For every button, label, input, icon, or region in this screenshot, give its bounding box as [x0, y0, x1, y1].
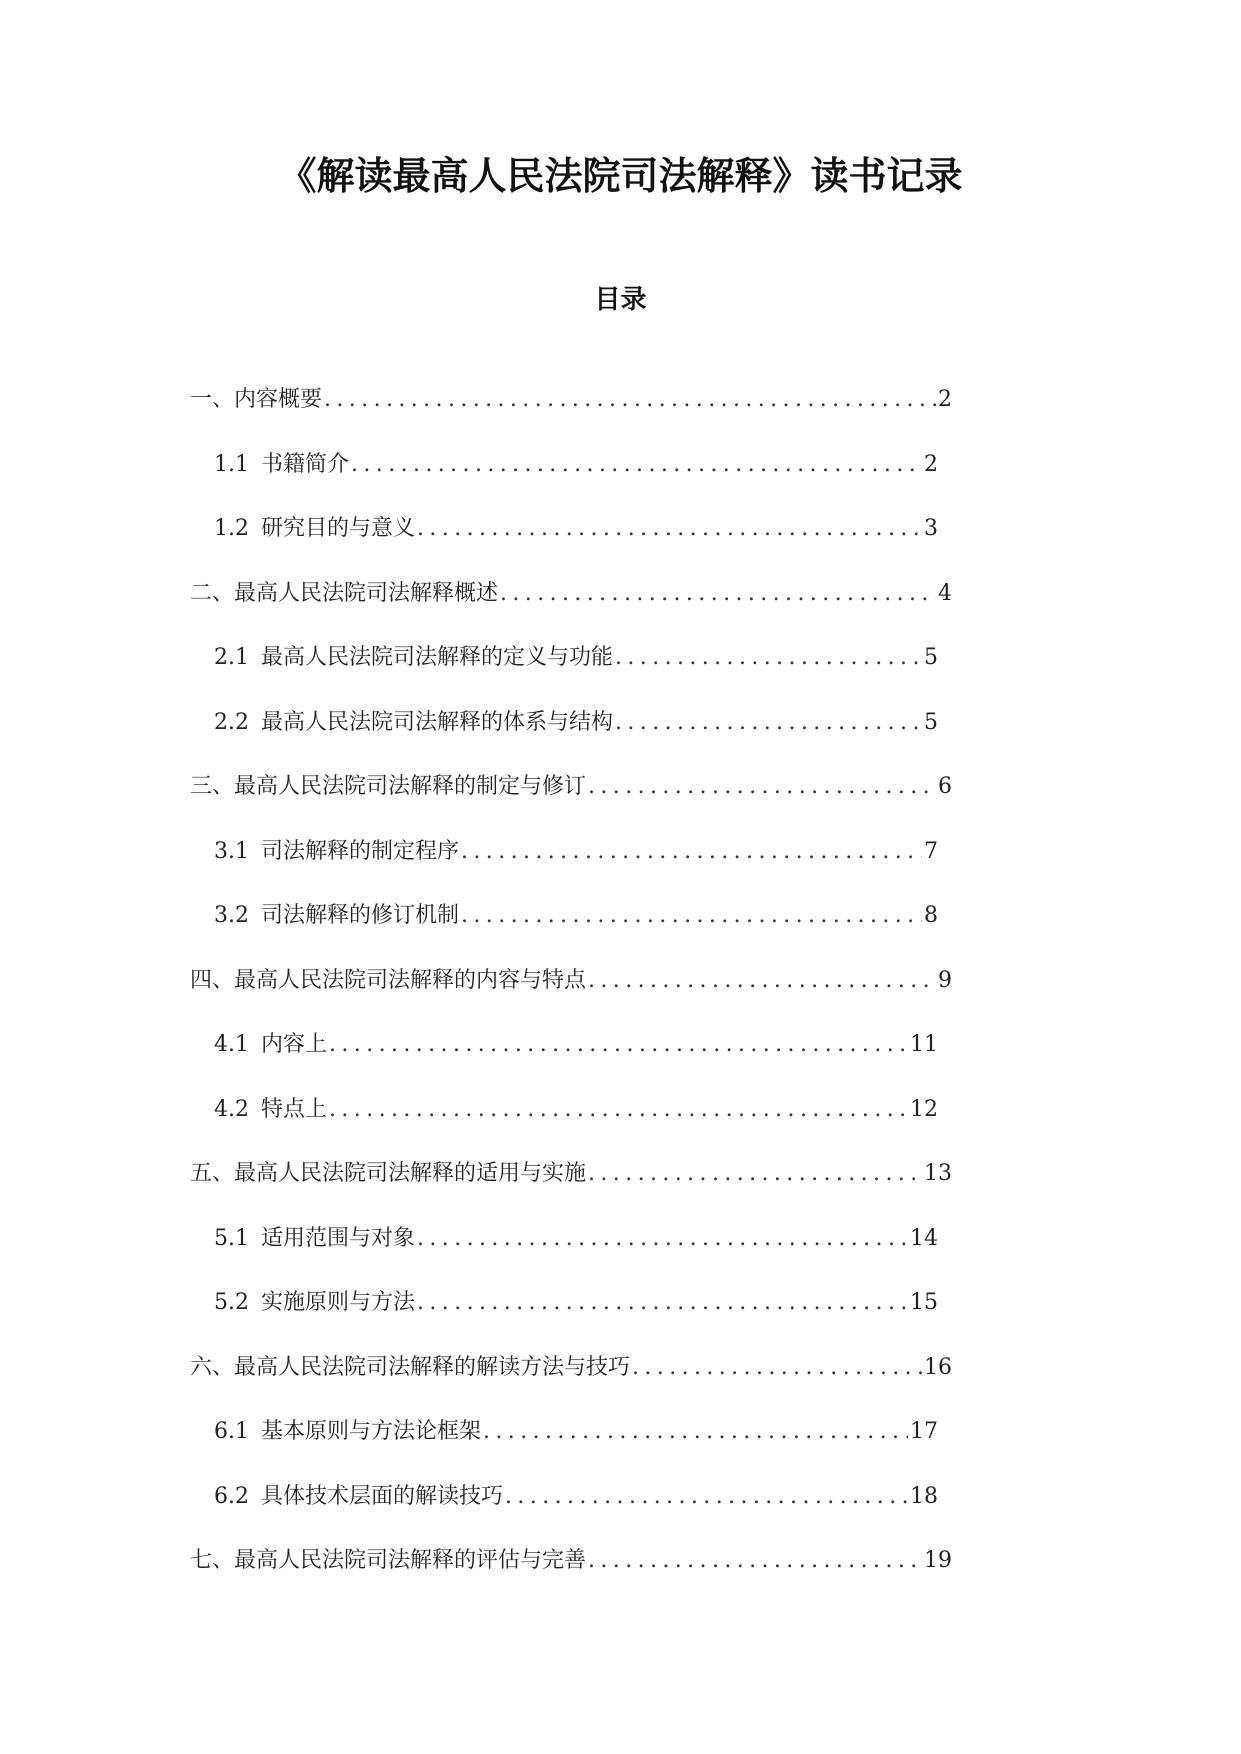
toc-dot-leader	[461, 832, 922, 872]
toc-page-number: 5	[924, 645, 938, 670]
toc-page-number: 13	[924, 1161, 952, 1186]
toc-section-link[interactable]	[214, 509, 938, 549]
toc-chapter-link[interactable]	[190, 574, 952, 614]
toc-dot-leader	[615, 703, 922, 743]
toc-chapter-link[interactable]	[190, 1154, 952, 1194]
toc-page-number: 2	[924, 451, 938, 477]
toc-dot-leader	[329, 1090, 908, 1130]
toc-section-link[interactable]	[214, 1090, 938, 1130]
toc-section-link[interactable]	[214, 1283, 938, 1323]
toc-entry-text: 特点上	[261, 1096, 328, 1122]
toc-entry-text: 适用范围与对象	[261, 1225, 416, 1251]
toc-page-number: 2	[938, 387, 952, 412]
toc-entry-number: 4.1	[214, 1032, 249, 1057]
toc-entry-number: 5.2	[214, 1290, 249, 1315]
toc-page-number: 15	[910, 1290, 938, 1315]
toc-page-number: 18	[910, 1483, 938, 1509]
toc-entry-number: 3.1	[214, 838, 249, 864]
toc-entry-text: 七、最高人民法院司法解释的评估与完善	[190, 1548, 587, 1573]
toc-entry-text: 书籍简介	[261, 451, 350, 477]
toc-entry-text: 最高人民法院司法解释的定义与功能	[261, 645, 614, 670]
toc-entry-number: 3.2	[214, 903, 249, 928]
toc-dot-leader	[588, 767, 936, 807]
toc-page-number: 12	[910, 1096, 938, 1122]
document-title: 《解读最高人民法院司法解释》读书记录	[278, 154, 963, 198]
toc-dot-leader	[615, 638, 922, 678]
toc-section-link[interactable]	[214, 1477, 938, 1517]
toc-page-number: 14	[910, 1225, 938, 1251]
toc-entry-number: 6.1	[214, 1419, 249, 1444]
toc-page-number: 7	[924, 838, 938, 864]
toc-entry-text: 三、最高人民法院司法解释的制定与修订	[190, 774, 587, 799]
toc-page-number: 8	[924, 903, 938, 928]
toc-dot-leader	[461, 896, 922, 936]
toc-section-link[interactable]	[214, 1219, 938, 1259]
toc-chapter-link[interactable]	[190, 1541, 952, 1581]
toc-dot-leader	[329, 1025, 908, 1065]
toc-dot-leader	[588, 1154, 922, 1194]
toc-chapter-link[interactable]	[190, 1348, 952, 1388]
toc-page-number: 19	[924, 1548, 952, 1573]
toc-entry-text: 六、最高人民法院司法解释的解读方法与技巧	[190, 1354, 631, 1380]
toc-entry-text: 司法解释的修订机制	[261, 903, 460, 928]
toc-entry-number: 4.2	[214, 1096, 249, 1122]
toc-entry-number: 1.1	[214, 451, 249, 477]
toc-entry-text: 司法解释的制定程序	[261, 838, 460, 864]
toc-chapter-link[interactable]	[190, 767, 952, 807]
toc-entry-number: 5.1	[214, 1225, 249, 1251]
toc-entry-number: 2.2	[214, 709, 249, 735]
toc-page-number: 4	[938, 580, 952, 606]
toc-entry-number: 1.2	[214, 516, 249, 541]
toc-dot-leader	[632, 1348, 922, 1388]
toc-chapter-link[interactable]	[190, 961, 952, 1001]
toc-dot-leader	[505, 1477, 908, 1517]
toc-chapter-link[interactable]	[190, 380, 952, 420]
toc-section-link[interactable]	[214, 896, 938, 936]
toc-page-number: 16	[924, 1354, 952, 1380]
toc-dot-leader	[417, 509, 922, 549]
toc-entry-text: 二、最高人民法院司法解释概述	[190, 580, 499, 606]
toc-entry-text: 具体技术层面的解读技巧	[261, 1483, 504, 1509]
toc-entry-number: 2.1	[214, 645, 249, 670]
toc-page-number: 9	[938, 967, 952, 993]
toc-page-number: 5	[924, 709, 938, 735]
toc-dot-leader	[483, 1412, 908, 1452]
toc-dot-leader	[417, 1283, 908, 1323]
toc-entry-text: 一、内容概要	[190, 387, 323, 412]
toc-page-number: 3	[924, 516, 938, 541]
toc-section-link[interactable]	[214, 832, 938, 872]
toc-heading: 目录	[594, 285, 647, 315]
toc-page-number: 11	[910, 1032, 938, 1057]
toc-section-link[interactable]	[214, 703, 938, 743]
toc-entry-text: 实施原则与方法	[261, 1290, 416, 1315]
toc-dot-leader	[588, 961, 936, 1001]
toc-dot-leader	[324, 380, 936, 420]
toc-entry-text: 五、最高人民法院司法解释的适用与实施	[190, 1161, 587, 1186]
toc-section-link[interactable]	[214, 445, 938, 485]
toc-entry-text: 基本原则与方法论框架	[261, 1419, 482, 1444]
toc-page-number: 6	[938, 774, 952, 799]
toc-dot-leader	[417, 1219, 908, 1259]
toc-entry-text: 最高人民法院司法解释的体系与结构	[261, 709, 614, 735]
toc-entry-text: 四、最高人民法院司法解释的内容与特点	[190, 967, 587, 993]
toc-section-link[interactable]	[214, 1025, 938, 1065]
toc-entry-number: 6.2	[214, 1483, 249, 1509]
toc-section-link[interactable]	[214, 1412, 938, 1452]
toc-entry-text: 研究目的与意义	[261, 516, 416, 541]
toc-entry-text: 内容上	[261, 1032, 328, 1057]
toc-page-number: 17	[910, 1419, 938, 1444]
toc-dot-leader	[500, 574, 936, 614]
toc-dot-leader	[351, 445, 922, 485]
toc-dot-leader	[588, 1541, 922, 1581]
toc-section-link[interactable]	[214, 638, 938, 678]
